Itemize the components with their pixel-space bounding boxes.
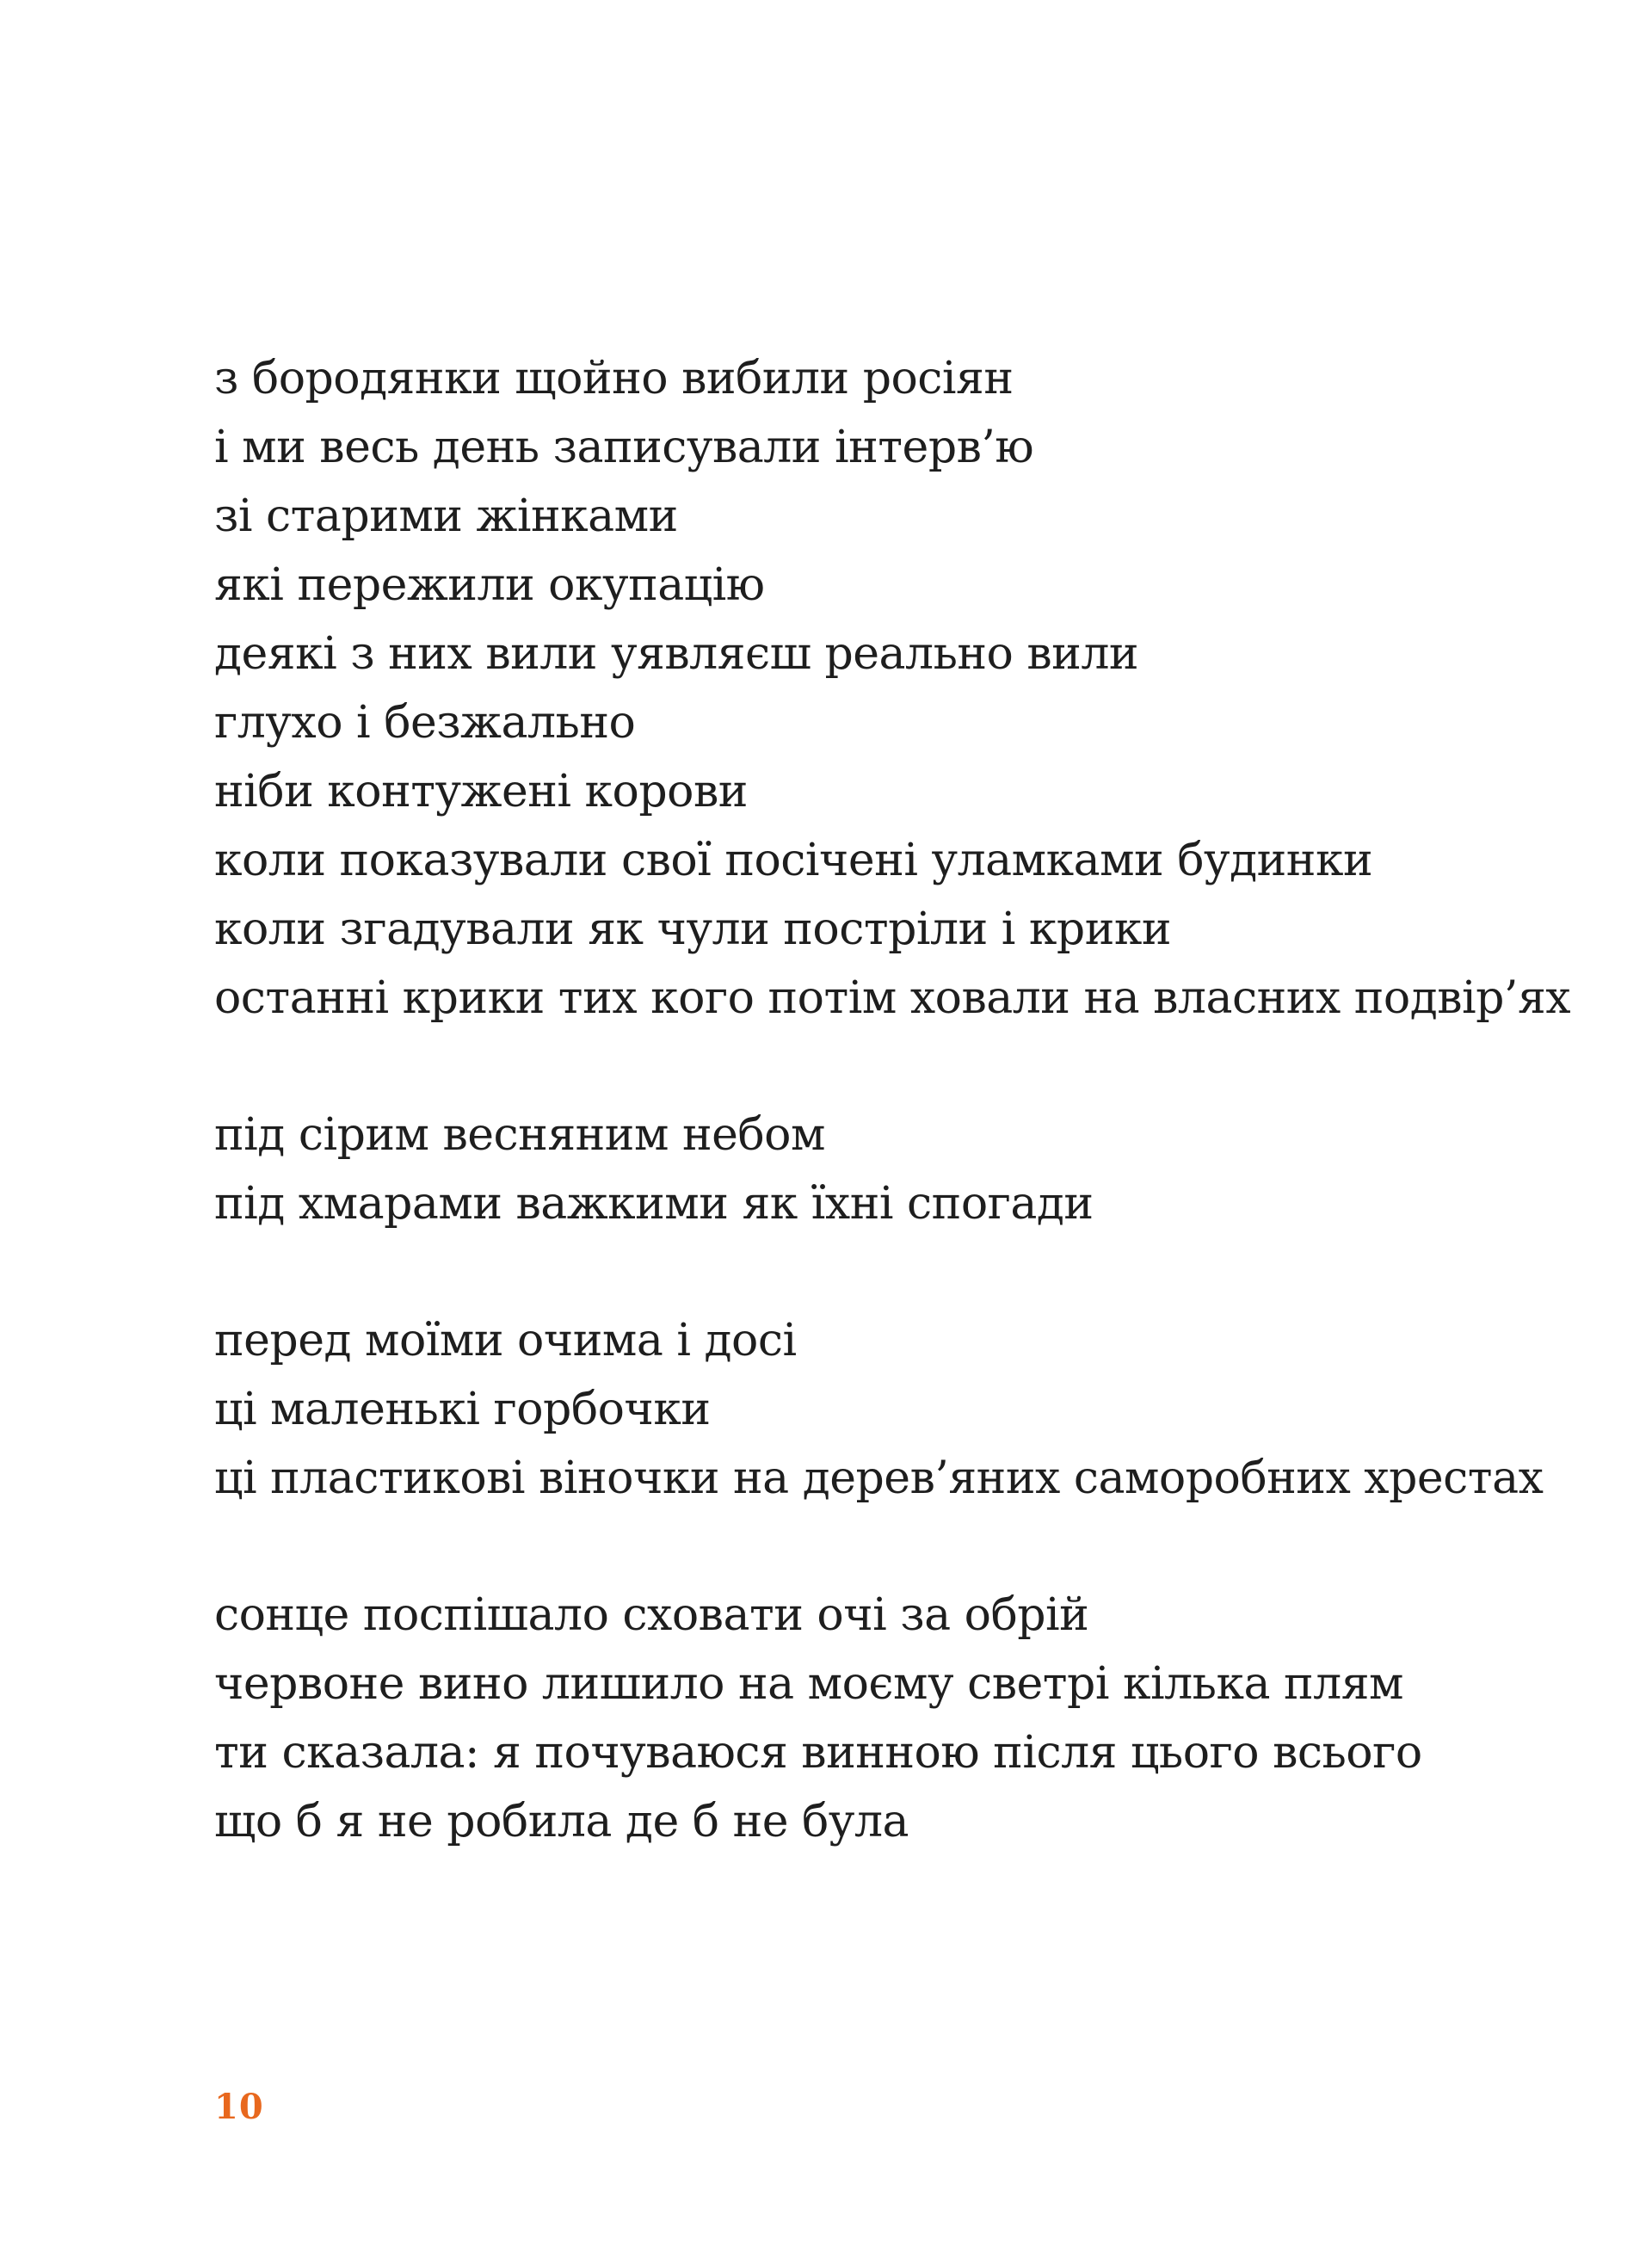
stanza-2: [214, 1101, 1591, 1238]
poem-line: коли згадували як чули постріли і крики: [214, 904, 1172, 955]
stanza-4: [214, 1581, 1591, 1856]
poem-line: перед моїми очима і досі: [214, 1315, 797, 1366]
poem-line: під хмарами важкими як їхні спогади: [214, 1178, 1094, 1230]
poem-line: ніби контужені корови: [214, 766, 748, 817]
poem-line: червоне вино лишило на моєму светрі кілька плям: [214, 1658, 1403, 1710]
poem-line: глухо і безжально: [214, 697, 636, 749]
poem-line: які пережили окупацію: [214, 559, 765, 611]
poem-line: з бородянки щойно вибили росіян: [214, 353, 1014, 404]
poem-line: ти сказала: я почуваюся винною після цього всього: [214, 1727, 1422, 1779]
poem-line: ці пластикові віночки на дерев’яних саморобних хрестах: [214, 1452, 1544, 1504]
poem-line: останні крики тих кого потім ховали на власних подвір’ях: [214, 972, 1571, 1024]
page-number: 10: [214, 2087, 264, 2127]
poem: [214, 344, 1591, 1856]
stanza-1: [214, 344, 1591, 1033]
poem-line: ці маленькі горбочки: [214, 1384, 711, 1435]
poem-line: під сірим весняним небом: [214, 1109, 825, 1161]
poem-line: сонце поспішало сховати очі за обрій: [214, 1589, 1089, 1641]
stanza-3: [214, 1306, 1591, 1513]
poem-line: і ми весь день записували інтерв’ю: [214, 422, 1034, 473]
poem-line: деякі з них вили уявляєш реально вили: [214, 628, 1139, 680]
poem-line: зі старими жінками: [214, 490, 678, 542]
poem-line: що б я не робила де б не була: [214, 1796, 909, 1847]
poem-line: коли показували свої посічені уламками будинки: [214, 835, 1373, 886]
